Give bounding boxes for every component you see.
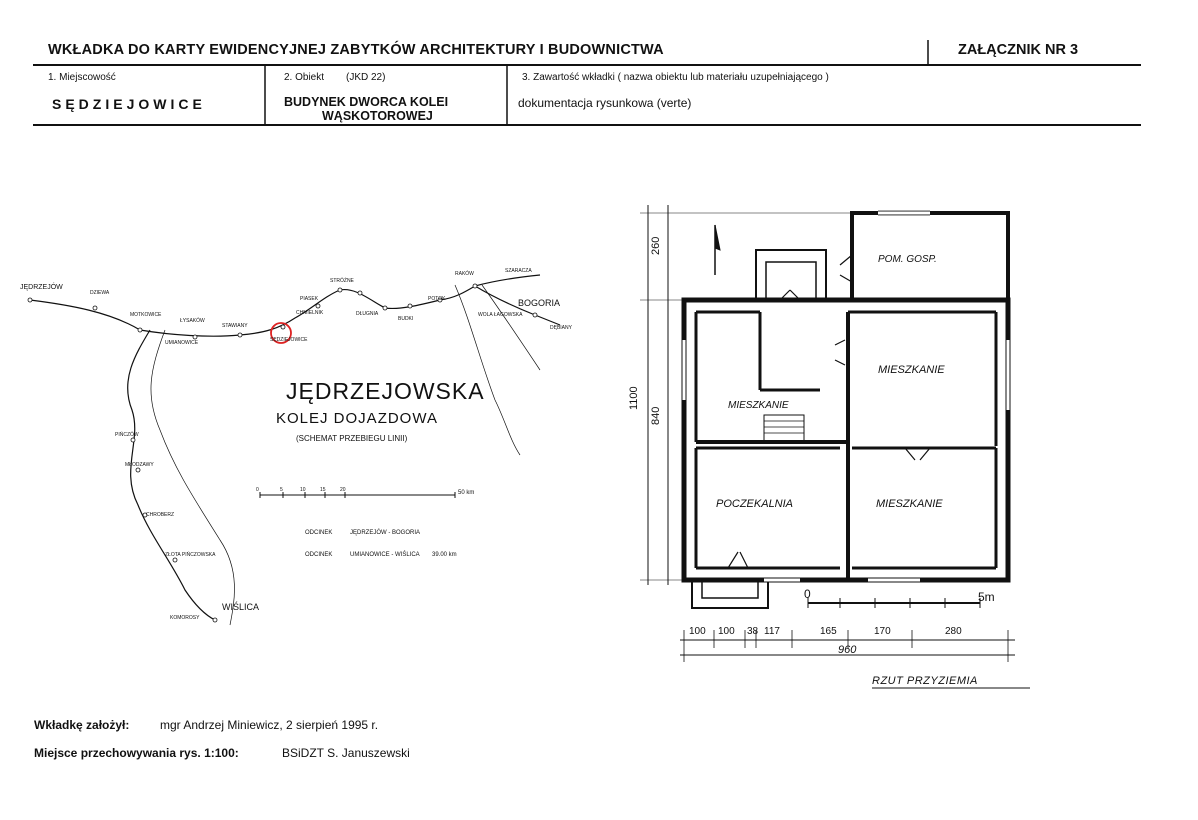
- room-label: POM. GOSP.: [878, 254, 937, 265]
- author-label: Wkładkę założył:: [34, 718, 130, 732]
- segment-label: ODCINEK: [305, 552, 333, 558]
- dimension-label: 260: [650, 236, 662, 255]
- station-label: ŁYSAKÓW: [180, 318, 205, 324]
- station-label: WIŚLICA: [222, 602, 260, 612]
- dimension-label: 100: [689, 626, 706, 637]
- dimension-label: 170: [874, 626, 891, 637]
- scale-tick: 5: [280, 487, 283, 493]
- contents-label: 3. Zawartość wkładki ( nazwa obiektu lub materiału uzupełniającego ): [522, 72, 829, 83]
- object-code: (JKD 22): [346, 72, 386, 83]
- card-title: WKŁADKA DO KARTY EWIDENCYJNEJ ZABYTKÓW ARCHITEKTURY I BUDOWNICTWA: [48, 42, 664, 58]
- room-label: MIESZKANIE: [876, 498, 943, 510]
- station-label: ZŁOTA PIŃCZOWSKA: [165, 552, 216, 558]
- station-label: CHMIELNIK: [296, 310, 324, 316]
- dimension-label: 840: [650, 406, 662, 425]
- station-label: SZARACZA: [505, 268, 532, 274]
- storage-label: Miejsce przechowywania rys. 1:100:: [34, 746, 239, 760]
- plan-caption: RZUT PRZYZIEMIA: [872, 675, 978, 687]
- scale-tick: 50 km: [458, 490, 475, 496]
- station-label: STRÓŻNE: [330, 278, 354, 284]
- scale-tick: 20: [340, 487, 346, 493]
- station-label: SĘDZIEJOWICE: [270, 337, 308, 343]
- dimension-label: 38: [747, 626, 759, 637]
- object-value-line1: BUDYNEK DWORCA KOLEI: [284, 95, 449, 109]
- plan-scale-end: 5m: [978, 590, 995, 604]
- station-label: POTOK: [428, 296, 446, 302]
- author-value: mgr Andrzej Miniewicz, 2 sierpień 1995 r.: [160, 718, 379, 732]
- station-label: BOGORIA: [518, 298, 561, 308]
- storage-value: BSiDZT S. Januszewski: [282, 746, 410, 760]
- station-label: UMIANOWICE: [165, 340, 199, 346]
- station-label: DZIEWA: [90, 290, 110, 296]
- station-label: JĘDRZEJÓW: [20, 284, 63, 291]
- contents-value: dokumentacja rysunkowa (verte): [518, 96, 692, 110]
- dimension-label: 117: [764, 626, 780, 637]
- station-label: PIASEK: [300, 296, 319, 302]
- station-label: DŁUGNIA: [356, 311, 379, 317]
- map-note: (SCHEMAT PRZEBIEGU LINII): [296, 434, 408, 443]
- annex-number: ZAŁĄCZNIK NR 3: [958, 42, 1079, 58]
- segment-length: 39.00 km: [432, 552, 457, 558]
- plan-scale-start: 0: [804, 587, 811, 601]
- locality-label: 1. Miejscowość: [48, 72, 116, 83]
- station-label: CHROBERZ: [146, 512, 175, 518]
- station-label: STAWIANY: [222, 323, 248, 329]
- map-subtitle: KOLEJ DOJAZDOWA: [276, 410, 438, 427]
- station-label: PIŃCZÓW: [115, 432, 139, 438]
- map-title: JĘDRZEJOWSKA: [286, 378, 485, 404]
- dimension-label: 165: [820, 626, 837, 637]
- station-label: WOLA ŁAGOWSKA: [478, 312, 523, 318]
- dimension-label: 280: [945, 626, 962, 637]
- segment-route: JĘDRZEJÓW - BOGORIA: [350, 530, 421, 536]
- station-label: RAKÓW: [455, 271, 474, 277]
- dimension-label: 1100: [628, 386, 640, 410]
- dimension-total: 960: [838, 644, 857, 656]
- station-label: DĘBIANY: [550, 325, 572, 331]
- locality-value: SĘDZIEJOWICE: [52, 96, 206, 112]
- segment-label: ODCINEK: [305, 530, 333, 536]
- object-value-line2: WĄSKOTOROWEJ: [322, 109, 433, 123]
- scale-tick: 0: [256, 487, 259, 493]
- scale-tick: 15: [320, 487, 326, 493]
- dimension-label: 100: [718, 626, 735, 637]
- scale-tick: 10: [300, 487, 306, 493]
- station-label: KOMOROSY: [170, 615, 200, 621]
- station-label: BUDKI: [398, 316, 414, 322]
- object-label: 2. Obiekt: [284, 72, 325, 83]
- station-label: MŁODZAWY: [125, 462, 154, 468]
- room-label: POCZEKALNIA: [716, 498, 794, 510]
- room-label: MIESZKANIE: [728, 400, 789, 411]
- room-label: MIESZKANIE: [878, 364, 945, 376]
- segment-route: UMIANOWICE - WIŚLICA: [350, 552, 420, 558]
- station-label: MOTKOWICE: [130, 312, 162, 318]
